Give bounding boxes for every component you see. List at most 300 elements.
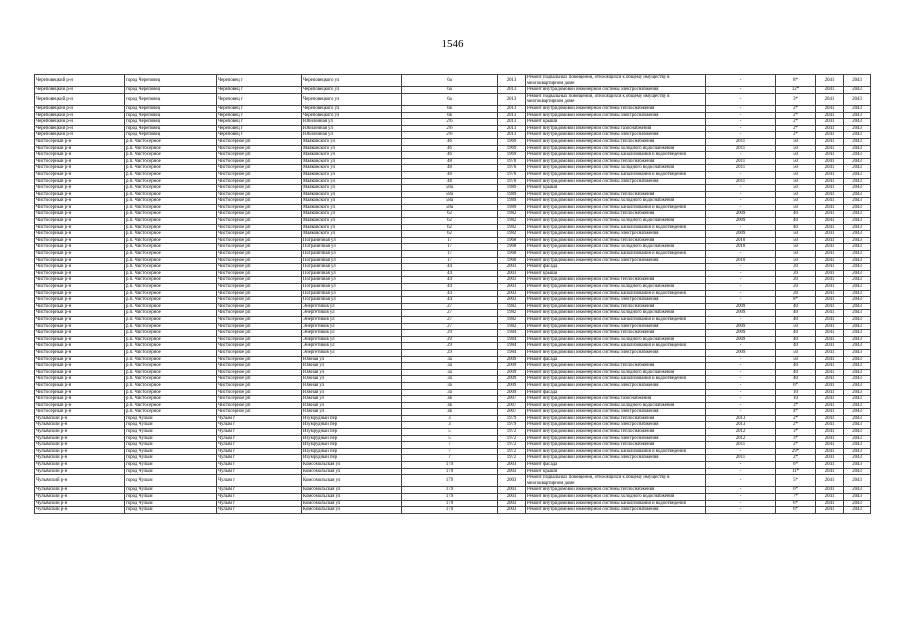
cell-street: Комсомольская ул [302,475,402,487]
cell-locality: Чулым г [217,448,302,455]
cell-street: Комсомольская ул [302,468,402,475]
cell-locality: Чистосерное рп [217,284,302,291]
cell-settlement: р.п. Чистосерное [125,349,217,356]
cell-year-built: 1968 [498,244,526,251]
cell-work-type: Ремонт внутридомовой инженерной системы теплоснабжения [526,237,706,244]
cell-work-type: Ремонт внутридомовой инженерной системы канализования и водоотведения [526,290,706,297]
cell-locality: Чистосерное рп [217,396,302,403]
cell-plan-start-year: 2041 [816,396,844,403]
cell-street: Череповецкого ул [302,112,402,119]
cell-locality: Чистосерное рп [217,211,302,218]
cell-year-built: 2007 [498,409,526,416]
cell-work-type: Ремонт внутридомовой инженерной системы канализования и водоотведения [526,251,706,258]
cell-house: 179 [402,462,498,469]
cell-district: Чулымский р-н [35,422,125,429]
cell-plan-end-year: 2043 [844,500,871,507]
cell-house: 27 [402,316,498,323]
cell-plan-start-year: 2041 [816,422,844,429]
cell-district: Череповецкий р-н [35,87,125,94]
cell-locality: Чистосерное рп [217,336,302,343]
cell-wear-percent: 40 [776,363,816,370]
cell-work-type: Ремонт внутридомовой инженерной системы канализования и водоотведения [526,376,706,383]
cell-house: 62 [402,231,498,238]
cell-district: Чистосерный р-н [35,191,125,198]
cell-settlement: р.п. Чистосерное [125,185,217,192]
cell-settlement: город Чулым [125,429,217,436]
cell-street: Череповецкого ул [302,93,402,105]
cell-street: Южная ул [302,376,402,383]
cell-locality: Чулым г [217,415,302,422]
cell-wear-percent: 40 [776,303,816,310]
cell-plan-start-year: 2041 [816,462,844,469]
cell-wear-percent: 50 [776,251,816,258]
cell-plan-start-year: 2041 [816,257,844,264]
cell-settlement: р.п. Чистосерное [125,396,217,403]
cell-street: Комсомольская ул [302,487,402,494]
cell-street: Пограничная ул [302,257,402,264]
cell-district: Чистосерный р-н [35,224,125,231]
cell-street: Энергетиков ул [302,336,402,343]
cell-locality: Чулым г [217,507,302,514]
cell-year-built: 2003 [498,462,526,469]
cell-last-repair-year: - [706,284,776,291]
cell-last-repair-year: - [706,487,776,494]
cell-district: Череповецкий р-н [35,75,125,87]
cell-plan-end-year: 2043 [844,264,871,271]
cell-wear-percent: 40 [776,343,816,350]
cell-plan-start-year: 2041 [816,507,844,514]
cell-last-repair-year: - [706,204,776,211]
cell-last-repair-year: - [706,389,776,396]
cell-street: Маяковского ул [302,231,402,238]
cell-district: Чистосерный р-н [35,363,125,370]
cell-year-built: 1984 [498,330,526,337]
cell-plan-end-year: 2043 [844,204,871,211]
cell-plan-start-year: 2041 [816,93,844,105]
cell-locality: Чистосерное рп [217,204,302,211]
cell-wear-percent: 7* [776,494,816,501]
cell-year-built: 2003 [498,297,526,304]
cell-work-type: Ремонт внутридомовой инженерной системы теплоснабжения [526,442,706,449]
table-row [35,494,871,501]
cell-plan-start-year: 2041 [816,415,844,422]
cell-last-repair-year: 2009 [706,211,776,218]
cell-year-built: 1989 [498,204,526,211]
cell-plan-start-year: 2041 [816,455,844,462]
cell-year-built: 1984 [498,343,526,350]
table-row [35,462,871,469]
cell-plan-end-year: 2043 [844,119,871,126]
cell-plan-end-year: 2043 [844,310,871,317]
cell-street: Череповецкого ул [302,75,402,87]
cell-street: Пограничная ул [302,297,402,304]
cell-settlement: р.п. Чистосерное [125,198,217,205]
cell-work-type: Ремонт внутридомовой инженерной системы теплоснабжения [526,303,706,310]
cell-wear-percent: 3* [776,402,816,409]
cell-last-repair-year: 2010 [706,244,776,251]
cell-district: Чистосерный р-н [35,270,125,277]
cell-settlement: город Череповец [125,93,217,105]
cell-year-built: 1982 [498,316,526,323]
cell-plan-start-year: 2041 [816,336,844,343]
cell-wear-percent: 6* [776,500,816,507]
cell-year-built: 2013 [498,112,526,119]
cell-wear-percent: 50 [776,138,816,145]
cell-year-built: 2013 [498,93,526,105]
cell-locality: Чистосерное рп [217,158,302,165]
cell-house: 3а [402,363,498,370]
cell-work-type: Ремонт внутридомовой инженерной системы электроснабжения [526,349,706,356]
cell-street: Энергетиков ул [302,310,402,317]
cell-house: 7 [402,442,498,449]
cell-house: 17 [402,251,498,258]
cell-wear-percent: 2* [776,455,816,462]
cell-last-repair-year: - [706,132,776,139]
cell-year-built: 1972 [498,448,526,455]
cell-wear-percent: 50 [776,178,816,185]
cell-district: Чистосерный р-н [35,356,125,363]
cell-work-type: Ремонт внутридомовой инженерной системы теплоснабжения [526,191,706,198]
table-row [35,507,871,514]
cell-work-type: Ремонт внутридомовой инженерной системы электроснабжения [526,132,706,139]
cell-year-built: 1984 [498,336,526,343]
cell-plan-end-year: 2043 [844,171,871,178]
cell-year-built: 1989 [498,185,526,192]
cell-locality: Чистосерное рп [217,145,302,152]
table-row [35,422,871,429]
cell-wear-percent: 2* [776,422,816,429]
cell-settlement: р.п. Чистосерное [125,171,217,178]
cell-plan-start-year: 2041 [816,204,844,211]
cell-locality: Чистосерное рп [217,191,302,198]
cell-street: Изумрудный пер [302,442,402,449]
table-row [35,251,871,258]
cell-plan-start-year: 2041 [816,409,844,416]
cell-plan-end-year: 2043 [844,152,871,159]
cell-year-built: 1982 [498,323,526,330]
cell-last-repair-year: - [706,402,776,409]
cell-district: Чулымский р-н [35,475,125,487]
cell-house: 48 [402,165,498,172]
cell-wear-percent: 2* [776,112,816,119]
cell-street: Маяковского ул [302,224,402,231]
cell-street: Энергетиков ул [302,303,402,310]
cell-locality: Чистосерное рп [217,277,302,284]
cell-year-built: 1968 [498,251,526,258]
table-row [35,487,871,494]
cell-district: Чулымский р-н [35,494,125,501]
cell-district: Чистосерный р-н [35,409,125,416]
cell-work-type: Ремонт внутридомовой инженерной системы канализования и водоотведения [526,448,706,455]
cell-wear-percent: 50 [776,257,816,264]
cell-last-repair-year: 2009 [706,310,776,317]
cell-plan-end-year: 2043 [844,251,871,258]
cell-settlement: город Череповец [125,87,217,94]
table-row [35,429,871,436]
cell-plan-start-year: 2041 [816,152,844,159]
cell-last-repair-year: 2013 [706,422,776,429]
cell-settlement: город Череповец [125,75,217,87]
cell-street: Изумрудный пер [302,448,402,455]
cell-year-built: 1970 [498,178,526,185]
cell-wear-percent: 4* [776,409,816,416]
cell-plan-end-year: 2043 [844,455,871,462]
cell-work-type: Ремонт внутридомовой инженерной системы канализования и водоотведения [526,171,706,178]
cell-plan-end-year: 2043 [844,158,871,165]
cell-settlement: город Чулым [125,500,217,507]
cell-wear-percent: 20 [776,270,816,277]
cell-locality: Чистосерное рп [217,297,302,304]
cell-last-repair-year: 2011 [706,145,776,152]
cell-work-type: Ремонт подвальных помещений, относящихся к общему имуществу в многоквартирном доме [526,93,706,105]
cell-year-built: 1970 [498,158,526,165]
cell-wear-percent: 50 [776,204,816,211]
cell-settlement: р.п. Чистосерное [125,211,217,218]
cell-wear-percent: 50 [776,356,816,363]
cell-year-built: 1989 [498,198,526,205]
cell-plan-end-year: 2043 [844,218,871,225]
cell-last-repair-year: 2010 [706,237,776,244]
cell-last-repair-year: - [706,500,776,507]
cell-wear-percent: 40 [776,369,816,376]
cell-plan-end-year: 2043 [844,389,871,396]
table-row [35,396,871,403]
cell-work-type: Ремонт внутридомовой инженерной системы теплоснабжения [526,158,706,165]
table-row [35,270,871,277]
cell-street: Южная ул [302,369,402,376]
cell-settlement: р.п. Чистосерное [125,284,217,291]
table-row [35,237,871,244]
cell-house: 48 [402,158,498,165]
cell-plan-end-year: 2043 [844,75,871,87]
table-row [35,323,871,330]
table-row [35,87,871,94]
cell-settlement: р.п. Чистосерное [125,376,217,383]
cell-plan-start-year: 2041 [816,277,844,284]
cell-last-repair-year: 2009 [706,349,776,356]
cell-settlement: р.п. Чистосерное [125,363,217,370]
cell-last-repair-year: - [706,191,776,198]
cell-street: Маяковского ул [302,171,402,178]
table-row [35,475,871,487]
cell-wear-percent: 20 [776,284,816,291]
cell-locality: Чистосерное рп [217,316,302,323]
cell-locality: Чистосерное рп [217,290,302,297]
cell-locality: Чистосерное рп [217,224,302,231]
cell-district: Чистосерный р-н [35,376,125,383]
cell-settlement: город Череповец [125,125,217,132]
cell-settlement: город Чулым [125,455,217,462]
cell-last-repair-year: - [706,93,776,105]
cell-plan-end-year: 2043 [844,93,871,105]
cell-house: 7 [402,455,498,462]
cell-street: Комсомольская ул [302,507,402,514]
cell-settlement: город Чулым [125,468,217,475]
table-row [35,363,871,370]
cell-settlement: р.п. Чистосерное [125,152,217,159]
cell-locality: Чистосерное рп [217,165,302,172]
cell-last-repair-year: - [706,462,776,469]
cell-work-type: Ремонт внутридомовой инженерной системы электроснабжения [526,87,706,94]
cell-house: 3в [402,402,498,409]
cell-work-type: Ремонт крыши [526,185,706,192]
table-row [35,402,871,409]
cell-street: Энергетиков ул [302,349,402,356]
cell-plan-start-year: 2041 [816,475,844,487]
cell-district: Чистосерный р-н [35,310,125,317]
cell-district: Чистосерный р-н [35,336,125,343]
cell-wear-percent: 50 [776,231,816,238]
cell-house: 6в [402,105,498,112]
cell-district: Чистосерный р-н [35,244,125,251]
cell-district: Чулымский р-н [35,442,125,449]
cell-last-repair-year: - [706,494,776,501]
cell-plan-start-year: 2041 [816,231,844,238]
cell-house: 3 [402,422,498,429]
cell-plan-start-year: 2041 [816,171,844,178]
cell-last-repair-year: 2011 [706,442,776,449]
cell-plan-end-year: 2043 [844,330,871,337]
cell-plan-end-year: 2043 [844,442,871,449]
cell-plan-start-year: 2041 [816,500,844,507]
table-row [35,369,871,376]
cell-house: 27 [402,310,498,317]
cell-wear-percent: 8* [776,75,816,87]
table-row [35,356,871,363]
cell-house: 44 [402,290,498,297]
cell-work-type: Ремонт внутридомовой инженерной системы канализования и водоотведения [526,204,706,211]
cell-settlement: р.п. Чистосерное [125,402,217,409]
cell-year-built: 1972 [498,442,526,449]
cell-year-built: 2009 [498,356,526,363]
cell-wear-percent: 20 [776,290,816,297]
cell-settlement: город Череповец [125,105,217,112]
capital-repair-table [34,74,871,514]
cell-district: Чистосерный р-н [35,330,125,337]
cell-district: Чулымский р-н [35,415,125,422]
cell-locality: Чистосерное рп [217,303,302,310]
cell-district: Чулымский р-н [35,435,125,442]
cell-street: Маяковского ул [302,158,402,165]
cell-plan-end-year: 2043 [844,284,871,291]
cell-work-type: Ремонт внутридомовой инженерной системы теплоснабжения [526,429,706,436]
cell-house: 179 [402,487,498,494]
cell-locality: Чулым г [217,494,302,501]
cell-street: Изумрудный пер [302,455,402,462]
cell-last-repair-year: - [706,297,776,304]
cell-settlement: р.п. Чистосерное [125,336,217,343]
cell-wear-percent: 6* [776,462,816,469]
cell-work-type: Ремонт подвальных помещений, относящихся к общему имуществу в многоквартирном доме [526,475,706,487]
cell-district: Чистосерный р-н [35,231,125,238]
cell-house: 58а [402,198,498,205]
cell-last-repair-year: - [706,171,776,178]
cell-plan-end-year: 2043 [844,178,871,185]
cell-street: Маяковского ул [302,138,402,145]
cell-house: 6а [402,87,498,94]
cell-plan-start-year: 2041 [816,429,844,436]
table-row [35,244,871,251]
cell-wear-percent: 50 [776,158,816,165]
cell-work-type: Ремонт фасада [526,356,706,363]
cell-wear-percent: 50 [776,191,816,198]
cell-locality: Череповец г [217,112,302,119]
table-row [35,165,871,172]
table-row [35,297,871,304]
cell-wear-percent: 2* [776,442,816,449]
cell-wear-percent: 40 [776,376,816,383]
cell-locality: Череповец г [217,125,302,132]
cell-plan-end-year: 2043 [844,237,871,244]
cell-house: 58а [402,204,498,211]
cell-settlement: город Череповец [125,112,217,119]
cell-house: 179 [402,507,498,514]
cell-locality: Чулым г [217,475,302,487]
cell-locality: Чистосерное рп [217,218,302,225]
cell-plan-end-year: 2043 [844,185,871,192]
cell-locality: Чулым г [217,422,302,429]
cell-wear-percent: 3* [776,435,816,442]
cell-work-type: Ремонт внутридомовой инженерной системы холодного водоснабжения [526,218,706,225]
table-row [35,204,871,211]
cell-street: Южная ул [302,356,402,363]
cell-last-repair-year: - [706,105,776,112]
table-row [35,152,871,159]
cell-last-repair-year: - [706,290,776,297]
cell-plan-start-year: 2041 [816,330,844,337]
cell-last-repair-year: - [706,468,776,475]
cell-plan-end-year: 2043 [844,343,871,350]
cell-locality: Чистосерное рп [217,178,302,185]
cell-settlement: город Чулым [125,422,217,429]
cell-locality: Чулым г [217,435,302,442]
cell-wear-percent: 3* [776,93,816,105]
cell-plan-start-year: 2041 [816,487,844,494]
cell-district: Чистосерный р-н [35,382,125,389]
cell-district: Чистосерный р-н [35,284,125,291]
cell-settlement: город Чулым [125,448,217,455]
cell-year-built: 2013 [498,75,526,87]
table-row [35,336,871,343]
cell-locality: Чистосерное рп [217,349,302,356]
cell-settlement: город Череповец [125,132,217,139]
cell-settlement: город Чулым [125,442,217,449]
cell-street: Пограничная ул [302,237,402,244]
cell-work-type: Ремонт внутридомовой инженерной системы теплоснабжения [526,487,706,494]
cell-settlement: р.п. Чистосерное [125,409,217,416]
cell-last-repair-year: - [706,316,776,323]
page-number: 1546 [441,38,464,50]
cell-street: Пограничная ул [302,290,402,297]
cell-locality: Чистосерное рп [217,382,302,389]
cell-plan-end-year: 2043 [844,277,871,284]
cell-year-built: 2009 [498,389,526,396]
cell-wear-percent: 8* [776,297,816,304]
cell-locality: Чистосерное рп [217,369,302,376]
cell-settlement: р.п. Чистосерное [125,356,217,363]
cell-district: Чистосерный р-н [35,290,125,297]
cell-work-type: Ремонт внутридомовой инженерной системы электроснабжения [526,178,706,185]
cell-locality: Чулым г [217,462,302,469]
cell-street: Южная ул [302,382,402,389]
cell-work-type: Ремонт внутридомовой инженерной системы теплоснабжения [526,211,706,218]
table-row [35,455,871,462]
cell-work-type: Ремонт внутридомовой инженерной системы холодного водоснабжения [526,336,706,343]
cell-plan-start-year: 2041 [816,112,844,119]
cell-year-built: 2003 [498,277,526,284]
cell-wear-percent: 2* [776,105,816,112]
cell-settlement: р.п. Чистосерное [125,303,217,310]
